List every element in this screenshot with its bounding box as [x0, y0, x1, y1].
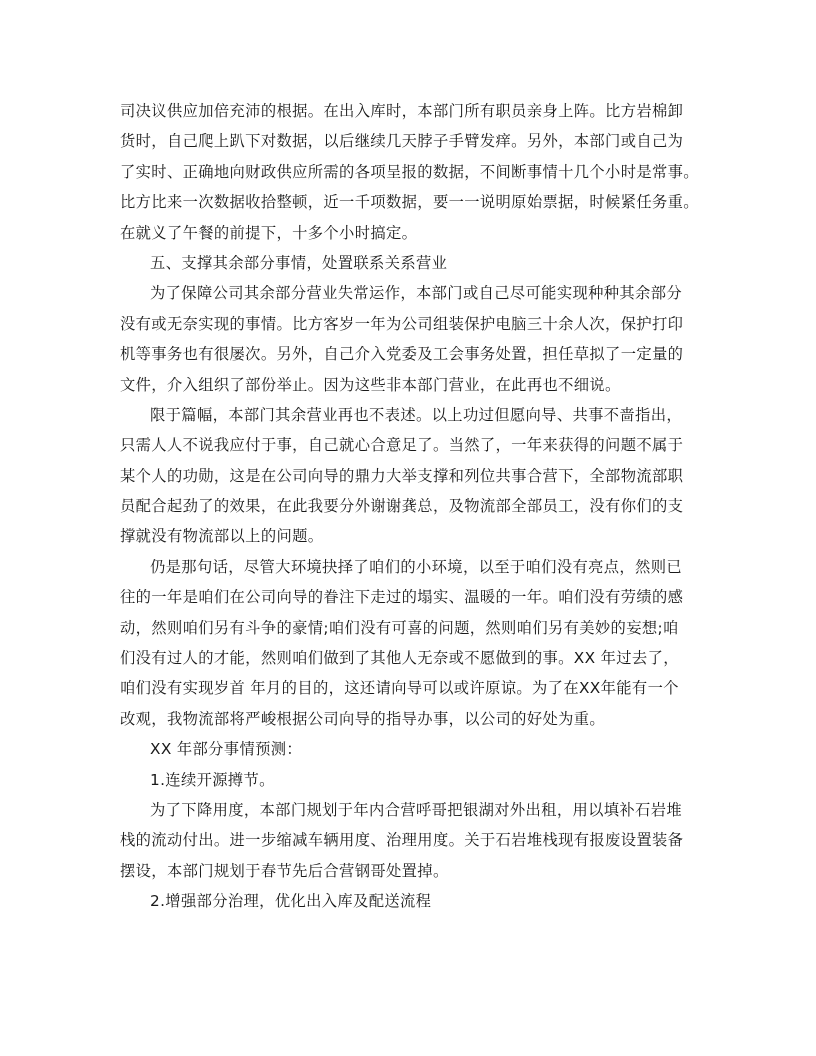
text-line: 咱们没有实现岁首 年月的目的，这还请向导可以或许原谅。为了在XX年能有一个 — [120, 679, 679, 698]
text-line: 2.增强部分治理，优化出入库及配送流程 — [150, 892, 432, 911]
text-line: 货时，自己爬上趴下对数据，以后继续几天脖子手臂发痒。另外，本部门或自己为 — [120, 132, 684, 151]
text-line: 动，然则咱们另有斗争的豪情;咱们没有可喜的问题，然则咱们另有美妙的妄想;咱 — [120, 618, 679, 637]
text-line: 改观，我物流部将严峻根据公司向导的指导办事，以公司的好处为重。 — [120, 709, 606, 728]
text-line: 仍是那句话，尽管大环境抉择了咱们的小环境，以至于咱们没有亮点，然则已 — [150, 557, 682, 576]
text-line: 没有或无奈实现的事情。比方客岁一年为公司组装保护电脑三十余人次，保护打印 — [120, 314, 684, 333]
text-line: 往的一年是咱们在公司向导的眷注下走过的塌实、温暖的一年。咱们没有劳绩的感 — [120, 588, 684, 607]
text-line: 为了保障公司其余部分营业失常运作，本部门或自己尽可能实现种种其余部分 — [150, 284, 682, 303]
text-line: 机等事务也有很屡次。另外，自己介入党委及工会事务处置，担任草拟了一定量的 — [120, 345, 684, 364]
text-line: 摆设，本部门规划于春节先后合营钢哥处置掉。 — [120, 861, 449, 880]
text-line: 限于篇幅，本部门其余营业再也不表述。以上功过但愿向导、共事不啬指出， — [150, 405, 682, 424]
text-line: 撑就没有物流部以上的问题。 — [120, 527, 324, 546]
text-line: 了实时、正确地向财政供应所需的各项呈报的数据，不间断事情十几个小时是常事。 — [120, 162, 699, 181]
text-line: 在就义了午餐的前提下，十多个小时搞定。 — [120, 223, 418, 242]
text-line: 1.连续开源撙节。 — [150, 770, 275, 789]
text-line: 比方比来一次数据收拾整顿，近一千项数据，要一一说明原始票据，时候紧任务重。 — [120, 193, 699, 212]
text-line: 们没有过人的才能，然则咱们做到了其他人无奈或不愿做到的事。XX 年过去了， — [120, 649, 679, 668]
text-line: 为了下降用度，本部门规划于年内合营呼哥把银湖对外出租，用以填补石岩堆 — [150, 800, 682, 819]
text-line: 五、支撑其余部分事情，处置联系关系营业 — [150, 253, 448, 272]
text-line: 司决议供应加倍充沛的根据。在出入库时，本部门所有职员亲身上阵。比方岩棉卸 — [120, 102, 684, 120]
text-line: 某个人的功勋，这是在公司向导的鼎力大举支撑和列位共事合营下，全部物流部职 — [120, 466, 684, 485]
text-line: XX 年部分事情预测： — [150, 740, 303, 759]
text-line: 员配合起劲了的效果，在此我要分外谢谢龚总，及物流部全部员工，没有你们的支 — [120, 497, 684, 516]
document-body — [120, 96, 706, 917]
text-line: 栈的流动付出。进一步缩减车辆用度、治理用度。关于石岩堆栈现有报废设置装备 — [120, 831, 684, 850]
text-line: 只需人人不说我应付于事，自己就心合意足了。当然了，一年来获得的问题不属于 — [120, 436, 684, 455]
text-line: 文件，介入组织了部份举止。因为这些非本部门营业，在此再也不细说。 — [120, 375, 621, 394]
